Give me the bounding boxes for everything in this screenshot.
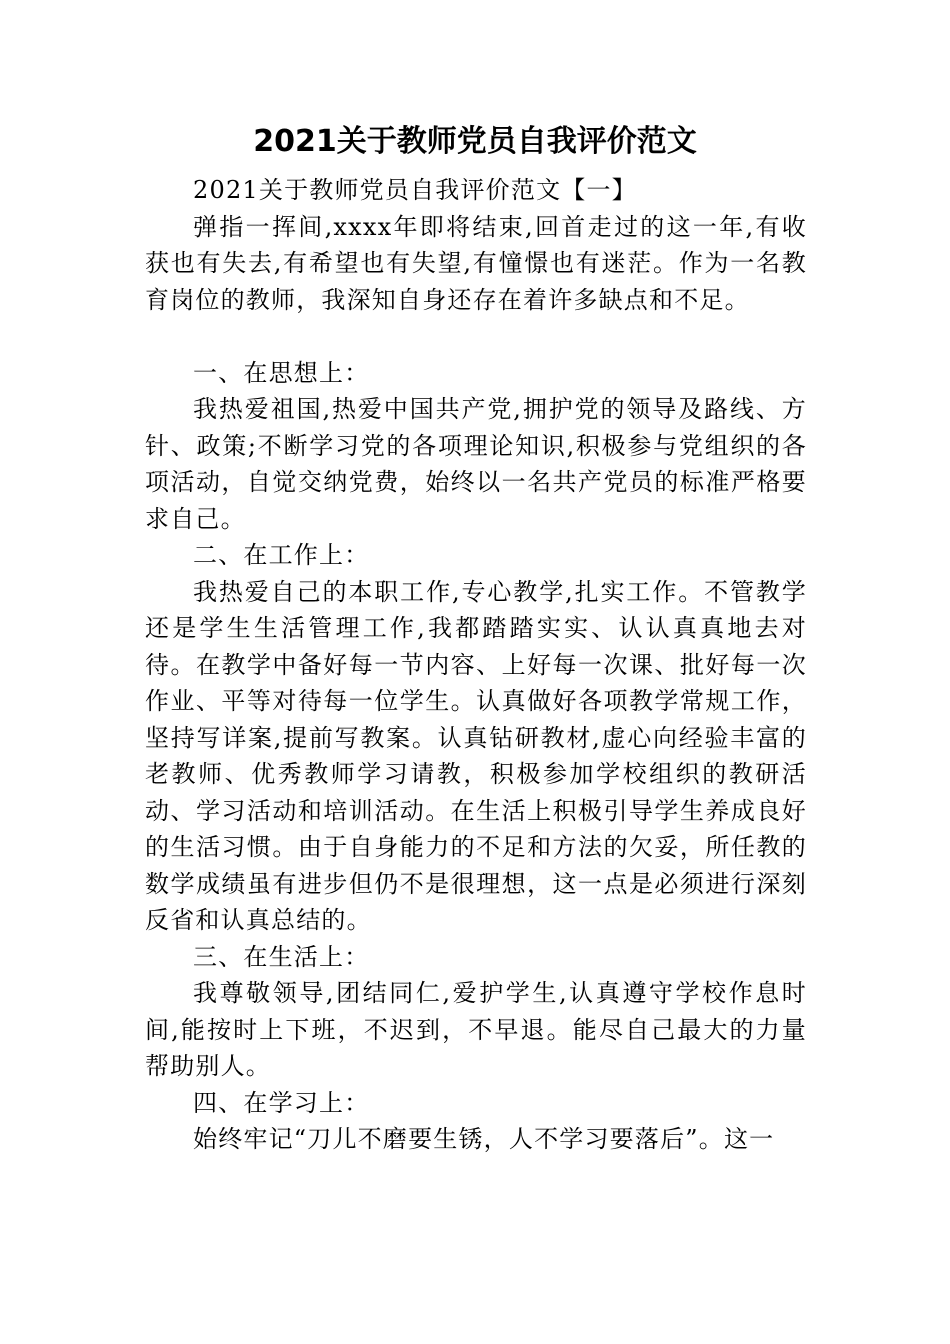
section-heading-thought: 一、在思想上：: [193, 358, 370, 387]
document-title: 2021关于教师党员自我评价范文: [253, 124, 697, 159]
section-heading-life: 三、在生活上：: [193, 942, 370, 971]
paragraph-life: 我尊敬领导,团结同仁,爱护学生,认真遵守学校作息时间,能按时上下班，不迟到，不早退。能尽自己最大的力量帮助别人。: [145, 979, 807, 1080]
blank-line: [145, 318, 807, 355]
section-heading-work: 二、在工作上：: [193, 541, 370, 569]
section-heading-one-main: 2021关于教师党员自我评价范文【一】: [193, 176, 637, 204]
paragraph-work: 我热爱自己的本职工作,专心教学,扎实工作。不管教学还是学生生活管理工作,我都踏踏实实、认认真真地去对待。在教学中备好每一节内容、上好每一次课、批好每一次作业、平等对待每一位学生。认真做好各项教学常规工作，坚持写详案,提前写教案。认真钻研教材,虚心向经验丰富的老教师、优秀教师学习请教，积极参加学校组织的教研活动、学习活动和培训活动。在生活上积极引导学生养成良好的生活习惯。由于自身能力的不足和方法的欠妥，所任教的数学成绩虽有进步但仍不是很理想，这一点是必须进行深刻反省和认真总结的。: [145, 577, 807, 934]
paragraph-thought: 我热爱祖国,热爱中国共产党,拥护党的领导及路线、方针、政策;不断学习党的各项理论知识,积极参与党组织的各项活动，自觉交纳党费，始终以一名共产党员的标准严格要求自己。: [145, 395, 807, 533]
paragraph-study: 始终牢记“刀儿不磨要生锈，人不学习要落后”。这一: [193, 1125, 775, 1153]
intro-paragraph: 弹指一挥间,xxxx年即将结束,回首走过的这一年,有收获也有失去,有希望也有失望,有憧憬也有迷茫。作为一名教育岗位的教师，我深知自身还存在着许多缺点和不足。: [145, 212, 807, 314]
document-body: [145, 172, 807, 1158]
section-heading-study: 四、在学习上：: [193, 1088, 370, 1117]
